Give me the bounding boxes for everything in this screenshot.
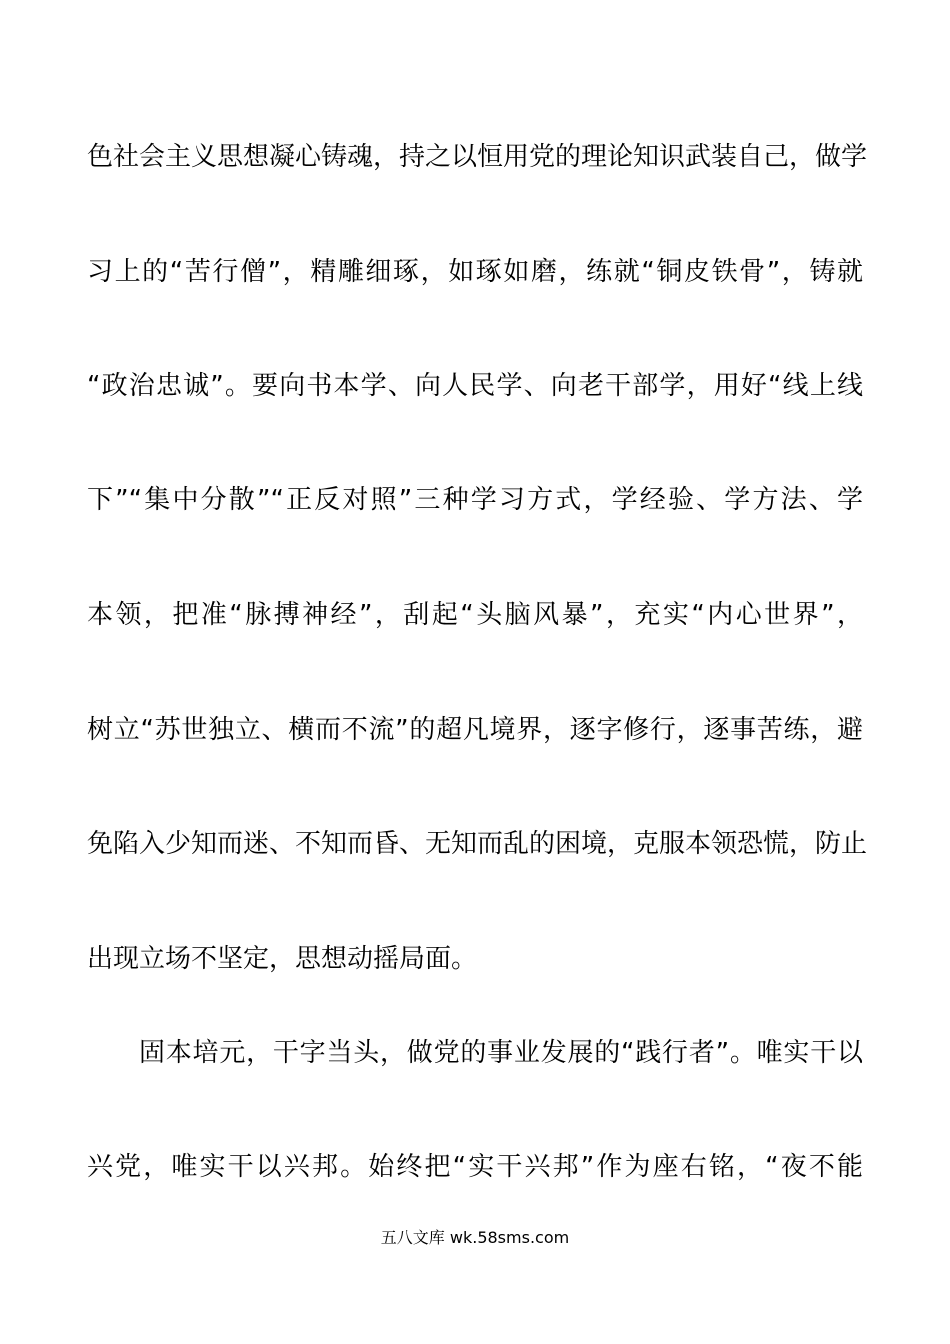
paragraph-line-3: “政治忠诚”。要向书本学、向人民学、向老干部学，用好“线上线 [87, 371, 863, 401]
paragraph-line-2: 习上的“苦行僧”，精雕细琢，如琢如磨，练就“铜皮铁骨”，铸就 [87, 257, 863, 287]
paragraph-line-9: 固本培元，干字当头，做党的事业发展的“践行者”。唯实干以 [139, 1038, 863, 1068]
paragraph-line-8: 出现立场不坚定，思想动摇局面。 [87, 944, 478, 974]
paragraph-line-6: 树立“苏世独立、横而不流”的超凡境界，逐字修行，逐事苦练，避 [87, 715, 863, 745]
paragraph-line-10: 兴党，唯实干以兴邦。始终把“实干兴邦”作为座右铭，“夜不能 [87, 1152, 863, 1182]
paragraph-line-7: 免陷入少知而迷、不知而昏、无知而乱的困境，克服本领恐慌，防止 [87, 829, 868, 859]
paragraph-line-4: 下”“集中分散”“正反对照”三种学习方式，学经验、学方法、学 [87, 485, 863, 515]
paragraph-line-1: 色社会主义思想凝心铸魂，持之以恒用党的理论知识武装自己，做学 [87, 142, 868, 172]
footer-watermark: 五八文库 wk.58sms.com [380, 1228, 570, 1247]
paragraph-line-5: 本领，把准“脉搏神经”，刮起“头脑风暴”，充实“内心世界”， [87, 600, 863, 630]
